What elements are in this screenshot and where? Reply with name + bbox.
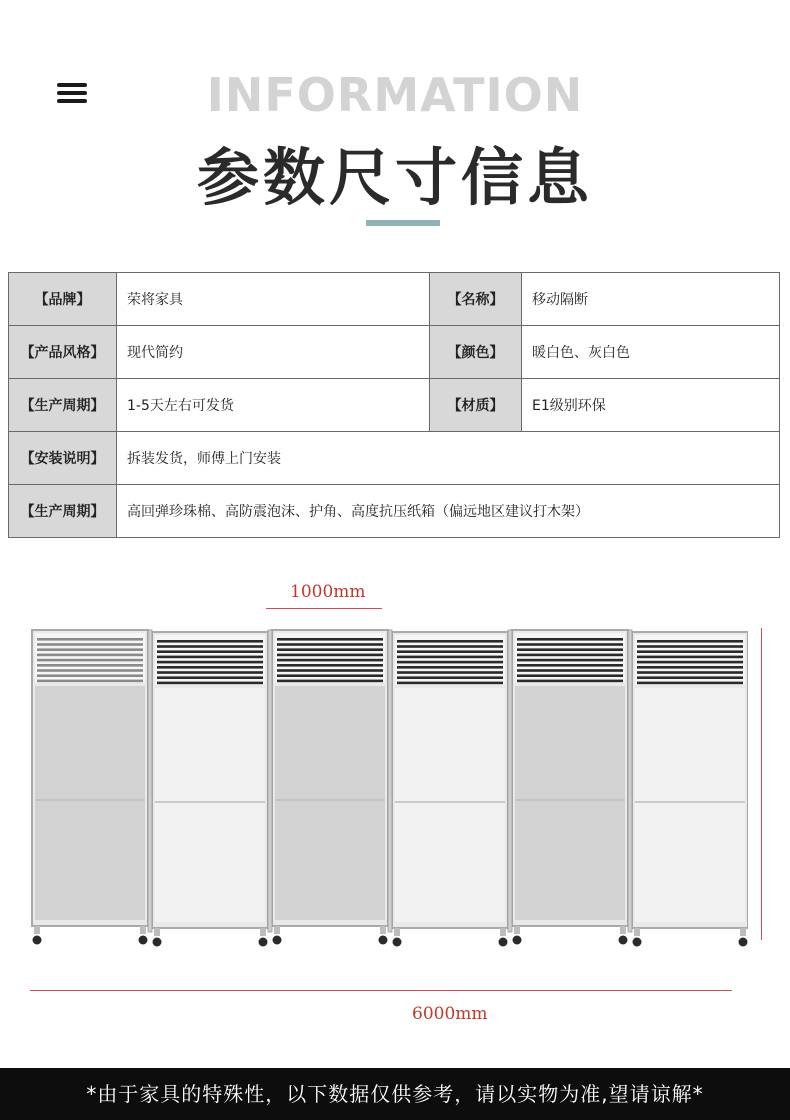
- partition-panel: [152, 632, 268, 936]
- connecting-pole: [148, 630, 152, 932]
- spec-key: 【生产周期】: [9, 485, 117, 538]
- caster-wheel: [619, 936, 628, 945]
- partition-panel: [272, 630, 388, 934]
- title-underline: [366, 220, 440, 226]
- spec-key: 【产品风格】: [9, 326, 117, 379]
- caster-wheel: [513, 936, 522, 945]
- spec-key: 【品牌】: [9, 273, 117, 326]
- height-line: [761, 628, 762, 940]
- footer-note: *由于家具的特殊性，以下数据仅供参考，请以实物为准,望请谅解*: [0, 1068, 790, 1120]
- partition-illustration: [18, 620, 748, 960]
- caster-wheel: [273, 936, 282, 945]
- spec-key: 【生产周期】: [9, 379, 117, 432]
- partition-panels: [32, 630, 748, 936]
- spec-value: E1级别环保: [522, 379, 780, 432]
- table-row: [9, 432, 780, 485]
- caster-wheel: [259, 938, 268, 947]
- spec-value: 高回弹珍珠棉、高防震泡沫、护角、高度抗压纸箱（偏远地区建议打木架）: [117, 485, 780, 538]
- panel-width-line: [266, 608, 382, 609]
- partition-panel: [392, 632, 508, 936]
- table-row: [9, 273, 780, 326]
- caster-wheel: [739, 938, 748, 947]
- spec-key: 【安装说明】: [9, 432, 117, 485]
- connecting-pole: [628, 630, 632, 932]
- section-title-cn: 参数尺寸信息: [196, 141, 593, 214]
- table-row: [9, 379, 780, 432]
- table-row: [9, 326, 780, 379]
- connecting-pole: [508, 630, 512, 932]
- section-title-en: INFORMATION: [206, 68, 584, 122]
- total-width-label: 6000mm: [412, 1004, 488, 1024]
- spec-value: 荣将家具: [117, 273, 430, 326]
- caster-wheel: [153, 938, 162, 947]
- table-row: [9, 485, 780, 538]
- spec-table: [8, 272, 780, 538]
- panel-width-label: 1000mm: [290, 582, 366, 602]
- spec-key: 【颜色】: [430, 326, 522, 379]
- connecting-pole: [388, 630, 392, 932]
- connecting-pole: [268, 630, 272, 932]
- partition-panel: [32, 630, 148, 934]
- spec-value: 暖白色、灰白色: [522, 326, 780, 379]
- caster-wheel: [379, 936, 388, 945]
- caster-wheels: [33, 936, 748, 947]
- caster-wheel: [393, 938, 402, 947]
- spec-value: 现代简约: [117, 326, 430, 379]
- caster-wheel: [139, 936, 148, 945]
- spec-value: 1-5天左右可发货: [117, 379, 430, 432]
- caster-wheel: [33, 936, 42, 945]
- caster-wheel: [633, 938, 642, 947]
- caster-wheel: [499, 938, 508, 947]
- spec-key: 【名称】: [430, 273, 522, 326]
- spec-value: 拆装发货，师傅上门安装: [117, 432, 780, 485]
- spec-key: 【材质】: [430, 379, 522, 432]
- partition-panel: [632, 632, 748, 936]
- spec-value: 移动隔断: [522, 273, 780, 326]
- total-width-line: [30, 990, 732, 991]
- partition-panel: [512, 630, 628, 934]
